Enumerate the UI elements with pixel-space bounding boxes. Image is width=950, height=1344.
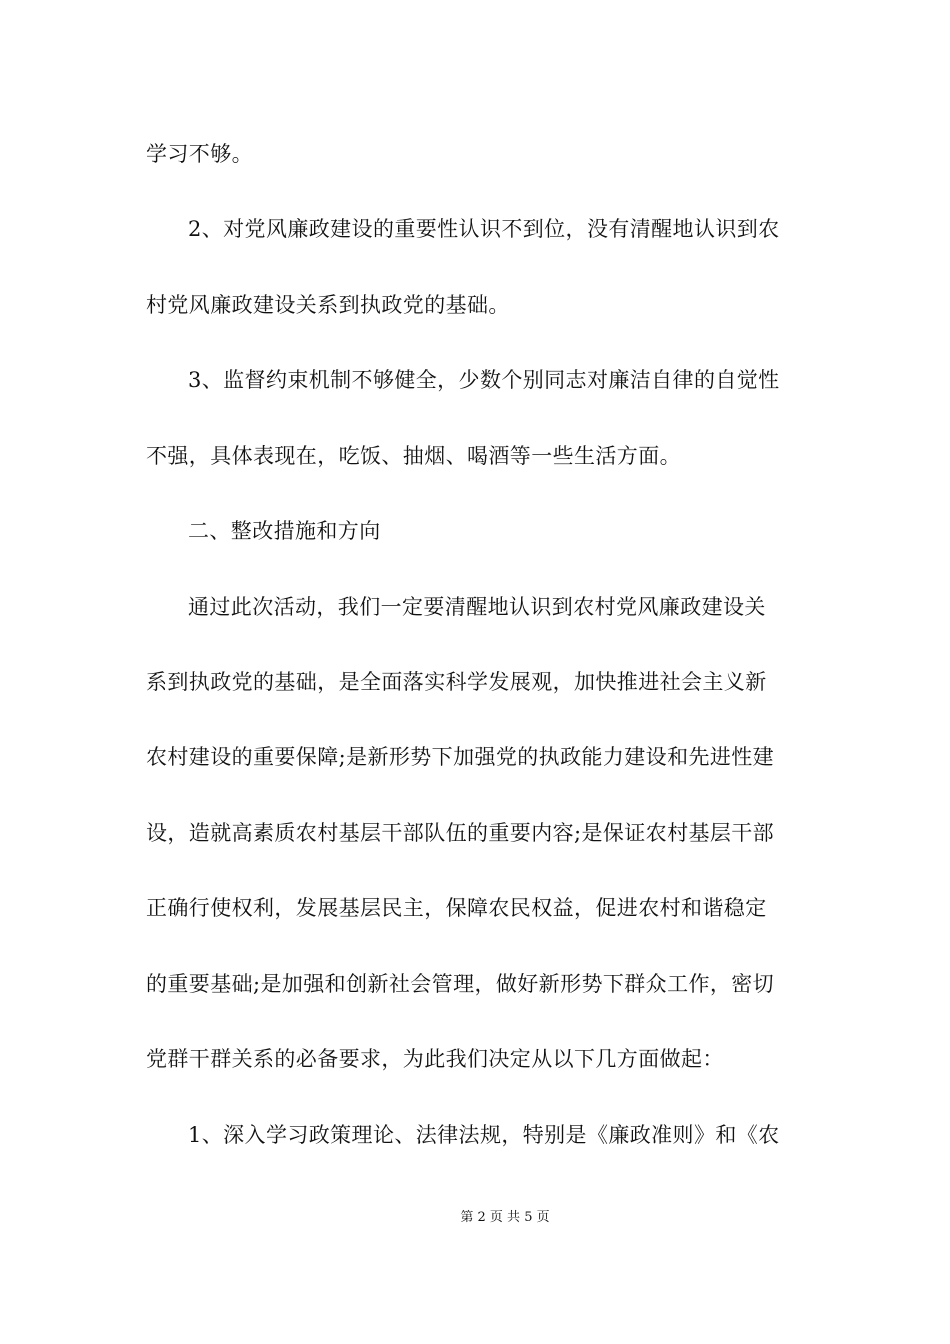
text-line-11: 正确行使权利，发展基层民主，保障农民权益，促进农村和谐稳定 — [146, 896, 767, 920]
text-line-13: 党群干群关系的必备要求，为此我们决定从以下几方面做起： — [146, 1047, 724, 1071]
text-line-10: 设，造就高素质农村基层干部队伍的重要内容;是保证农村基层干部 — [146, 821, 775, 845]
page-number-footer: 第 2 页 共 5 页 — [460, 1210, 550, 1225]
text-line-14: 1、深入学习政策理论、法律法规，特别是《廉政准则》和《农 — [188, 1123, 780, 1147]
text-line-9: 农村建设的重要保障;是新形势下加强党的执政能力建设和先进性建 — [146, 745, 775, 769]
text-line-2: 2、对党风廉政建设的重要性认识不到位，没有清醒地认识到农 — [188, 217, 780, 241]
text-line-1: 学习不够。 — [146, 142, 253, 166]
text-line-4: 3、监督约束机制不够健全，少数个别同志对廉洁自律的自觉性 — [188, 368, 780, 392]
text-line-8: 系到执政党的基础，是全面落实科学发展观，加快推进社会主义新 — [146, 670, 767, 694]
text-line-7: 通过此次活动，我们一定要清醒地认识到农村党风廉政建设关 — [188, 595, 766, 619]
text-line-12: 的重要基础;是加强和创新社会管理，做好新形势下群众工作，密切 — [146, 972, 775, 996]
text-line-3: 村党风廉政建设关系到执政党的基础。 — [146, 293, 510, 317]
section-heading: 二、整改措施和方向 — [188, 519, 381, 543]
text-line-5: 不强，具体表现在，吃饭、抽烟、喝酒等一些生活方面。 — [146, 444, 681, 468]
